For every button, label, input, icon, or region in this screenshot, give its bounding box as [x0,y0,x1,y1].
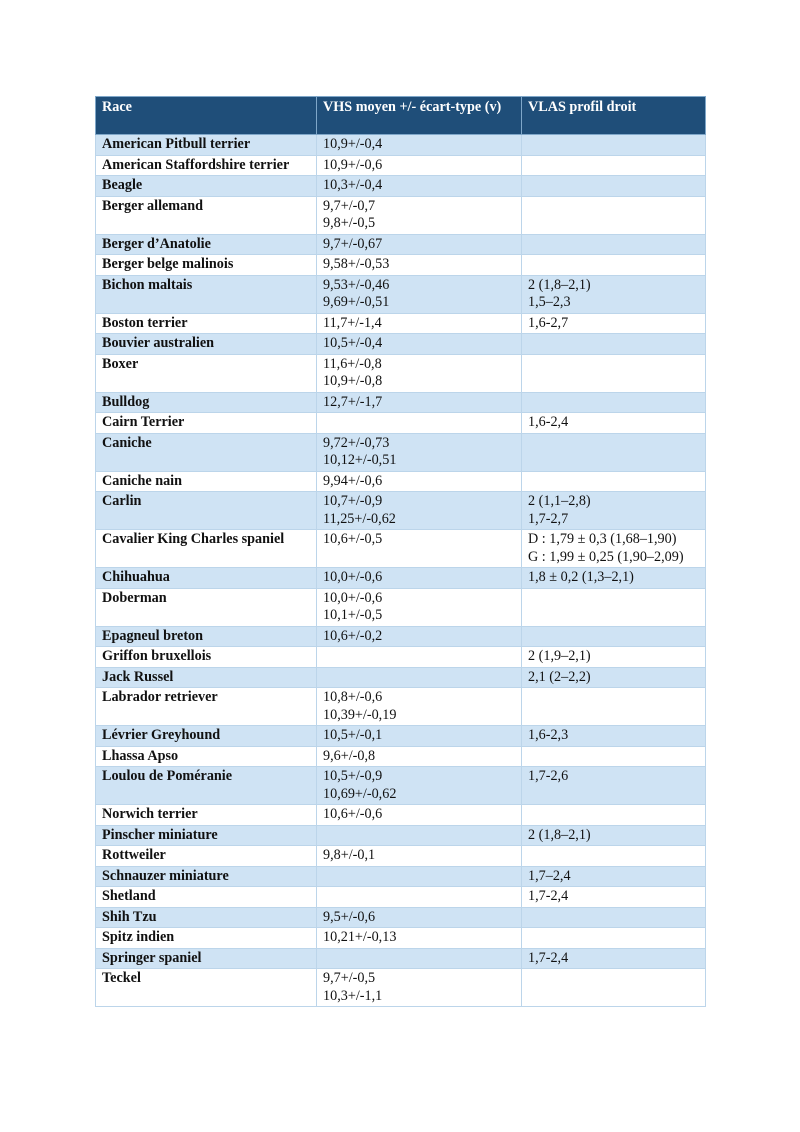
vhs-value: 10,0+/-0,6 [323,589,383,606]
table-row [96,907,706,928]
vhs-cell [317,866,522,887]
table-row [96,176,706,197]
vhs-cell [317,948,522,969]
vhs-value: 9,6+/-0,8 [323,747,376,764]
vhs-cell [317,846,522,867]
table-row [96,726,706,747]
table-row [96,313,706,334]
vhs-cell [317,887,522,908]
vlas-value: 1,8 ± 0,2 (1,3–2,1) [528,569,634,585]
vlas-cell [522,334,706,355]
table-row [96,196,706,234]
vlas-cell [522,846,706,867]
vlas-cell [522,392,706,413]
race-cell: Beagle [96,176,317,197]
vhs-value: 10,6+/-0,5 [323,531,383,547]
vlas-cell [522,805,706,826]
table-row [96,647,706,668]
race-cell: Pinscher miniature [96,825,317,846]
document-page [95,96,705,1007]
table-row [96,688,706,726]
race-cell: American Pitbull terrier [96,135,317,156]
vhs-value: 10,21+/-0,13 [323,929,397,945]
vhs-cell [317,392,522,413]
vlas-value: 1,7-2,4 [528,888,569,904]
race-cell: Jack Russel [96,667,317,688]
table-row [96,948,706,969]
vlas-cell [522,588,706,626]
vhs-value: 10,9+/-0,6 [323,156,383,173]
race-cell: Labrador retriever [96,688,317,726]
vhs-cell [317,492,522,530]
vhs-value: 9,72+/-0,73 [323,434,390,451]
vhs-value: 9,69+/-0,51 [323,294,390,310]
table-row [96,626,706,647]
table-row [96,334,706,355]
vhs-cell [317,433,522,471]
vhs-cell [317,726,522,747]
vhs-value: 10,39+/-0,19 [323,706,397,723]
vhs-cell [317,907,522,928]
vlas-cell [522,948,706,969]
vhs-cell [317,135,522,156]
race-cell: Rottweiler [96,846,317,867]
vlas-value: 2 (1,8–2,1) [528,276,591,293]
vhs-value: 10,3+/-0,4 [323,177,383,193]
race-cell: Loulou de Poméranie [96,767,317,805]
race-cell: Doberman [96,588,317,626]
table-row [96,568,706,589]
vhs-value: 12,7+/-1,7 [323,393,383,410]
vlas-cell [522,492,706,530]
vlas-value: 1,7–2,4 [528,867,571,884]
table-header-row [96,97,706,135]
vhs-cell [317,647,522,668]
table-row [96,530,706,568]
table-row [96,928,706,949]
vhs-value: 10,69+/-0,62 [323,785,397,802]
race-cell: Lhassa Apso [96,746,317,767]
race-cell: Epagneul breton [96,626,317,647]
vlas-cell [522,135,706,156]
vhs-value: 10,8+/-0,6 [323,689,383,705]
vlas-cell [522,866,706,887]
race-cell: Lévrier Greyhound [96,726,317,747]
table-row [96,969,706,1007]
vhs-value: 9,8+/-0,5 [323,215,376,231]
vlas-cell [522,255,706,276]
vhs-cell [317,688,522,726]
vhs-cell [317,413,522,434]
vlas-value: G : 1,99 ± 0,25 (1,90–2,09) [528,548,684,565]
vlas-value: 2 (1,9–2,1) [528,648,591,664]
vhs-value: 10,5+/-0,1 [323,727,383,743]
race-cell: Bulldog [96,392,317,413]
vhs-value: 10,6+/-0,2 [323,627,383,644]
vlas-cell [522,667,706,688]
vhs-value: 9,8+/-0,1 [323,847,376,863]
race-cell: Shetland [96,887,317,908]
race-cell: Schnauzer miniature [96,866,317,887]
vlas-value: 1,6-2,3 [528,727,569,743]
vlas-cell [522,726,706,747]
table-row [96,588,706,626]
vhs-value: 10,3+/-1,1 [323,987,383,1004]
vhs-cell [317,255,522,276]
vhs-value: 10,6+/-0,6 [323,806,383,822]
vhs-cell [317,354,522,392]
race-cell: Norwich terrier [96,805,317,826]
table-row [96,767,706,805]
table-row [96,492,706,530]
vlas-value: 2 (1,8–2,1) [528,826,591,843]
vhs-value: 10,1+/-0,5 [323,607,383,623]
vhs-cell [317,275,522,313]
vlas-cell [522,530,706,568]
vlas-cell [522,767,706,805]
vlas-value: 2,1 (2–2,2) [528,668,591,685]
race-cell: Spitz indien [96,928,317,949]
table-row [96,433,706,471]
vhs-cell [317,825,522,846]
vhs-cell [317,471,522,492]
table-row [96,413,706,434]
vhs-cell [317,196,522,234]
table-body [96,135,706,1007]
vhs-value: 10,12+/-0,51 [323,452,397,468]
race-cell: Caniche [96,433,317,471]
vlas-cell [522,354,706,392]
vhs-value: 10,5+/-0,4 [323,335,383,351]
table-row [96,471,706,492]
vlas-cell [522,907,706,928]
vhs-cell [317,626,522,647]
vhs-value: 11,25+/-0,62 [323,510,396,527]
table-row [96,155,706,176]
vhs-value: 11,6+/-0,8 [323,355,382,372]
vlas-value: 1,7-2,4 [528,949,569,966]
vlas-cell [522,413,706,434]
race-cell: Griffon bruxellois [96,647,317,668]
vlas-cell [522,626,706,647]
table-row [96,887,706,908]
table-row [96,746,706,767]
table-row [96,825,706,846]
vhs-value: 10,7+/-0,9 [323,493,383,509]
vlas-cell [522,176,706,197]
vhs-value: 9,7+/-0,67 [323,235,383,252]
table-row [96,846,706,867]
header-vhs: VHS moyen +/- écart-type (v) [317,97,522,135]
vlas-cell [522,433,706,471]
table-row [96,667,706,688]
vhs-cell [317,313,522,334]
race-cell: Bichon maltais [96,275,317,313]
vhs-value: 10,5+/-0,9 [323,768,383,784]
vhs-value: 10,0+/-0,6 [323,569,383,585]
race-cell: Shih Tzu [96,907,317,928]
vlas-cell [522,471,706,492]
vlas-cell [522,688,706,726]
race-cell: Caniche nain [96,471,317,492]
table-row [96,135,706,156]
race-cell: Cavalier King Charles spaniel [96,530,317,568]
vhs-cell [317,234,522,255]
race-cell: Berger belge malinois [96,255,317,276]
table-row [96,234,706,255]
vhs-cell [317,155,522,176]
table-row [96,275,706,313]
table-row [96,255,706,276]
vlas-cell [522,568,706,589]
vlas-cell [522,234,706,255]
vlas-cell [522,647,706,668]
vlas-value: D : 1,79 ± 0,3 (1,68–1,90) [528,531,677,547]
vhs-cell [317,746,522,767]
vlas-cell [522,887,706,908]
vhs-value: 10,9+/-0,4 [323,136,383,152]
header-vlas: VLAS profil droit [522,97,706,135]
vhs-value: 9,7+/-0,7 [323,197,376,214]
vlas-cell [522,746,706,767]
vhs-value: 9,58+/-0,53 [323,256,390,272]
vhs-cell [317,176,522,197]
vlas-value: 1,7-2,7 [528,510,569,527]
vlas-value: 1,7-2,6 [528,768,569,784]
race-cell: Carlin [96,492,317,530]
vlas-value: 2 (1,1–2,8) [528,493,591,509]
vhs-cell [317,588,522,626]
race-cell: Boxer [96,354,317,392]
vlas-cell [522,196,706,234]
vlas-cell [522,969,706,1007]
race-cell: Boston terrier [96,313,317,334]
vlas-value: 1,6-2,7 [528,314,569,331]
vhs-value: 9,5+/-0,6 [323,908,376,925]
race-cell: Teckel [96,969,317,1007]
race-cell: Berger allemand [96,196,317,234]
vhs-value: 9,7+/-0,5 [323,970,376,986]
vhs-value: 9,94+/-0,6 [323,472,383,489]
vhs-value: 9,53+/-0,46 [323,276,390,293]
vlas-value: 1,6-2,4 [528,414,569,430]
vlas-cell [522,313,706,334]
vhs-cell [317,334,522,355]
race-cell: Berger d’Anatolie [96,234,317,255]
vlas-cell [522,275,706,313]
race-cell: American Staffordshire terrier [96,155,317,176]
vhs-value: 10,9+/-0,8 [323,373,383,389]
vhs-cell [317,667,522,688]
vhs-cell [317,928,522,949]
vlas-cell [522,825,706,846]
vhs-cell [317,805,522,826]
table-row [96,866,706,887]
vlas-cell [522,928,706,949]
vhs-cell [317,767,522,805]
table-row [96,805,706,826]
vhs-value: 11,7+/-1,4 [323,314,382,331]
breed-vhs-table [95,96,706,1007]
table-row [96,354,706,392]
vhs-cell [317,969,522,1007]
race-cell: Cairn Terrier [96,413,317,434]
vhs-cell [317,530,522,568]
race-cell: Springer spaniel [96,948,317,969]
vhs-cell [317,568,522,589]
race-cell: Bouvier australien [96,334,317,355]
vlas-value: 1,5–2,3 [528,294,571,310]
vlas-cell [522,155,706,176]
table-row [96,392,706,413]
race-cell: Chihuahua [96,568,317,589]
header-race: Race [96,97,317,135]
